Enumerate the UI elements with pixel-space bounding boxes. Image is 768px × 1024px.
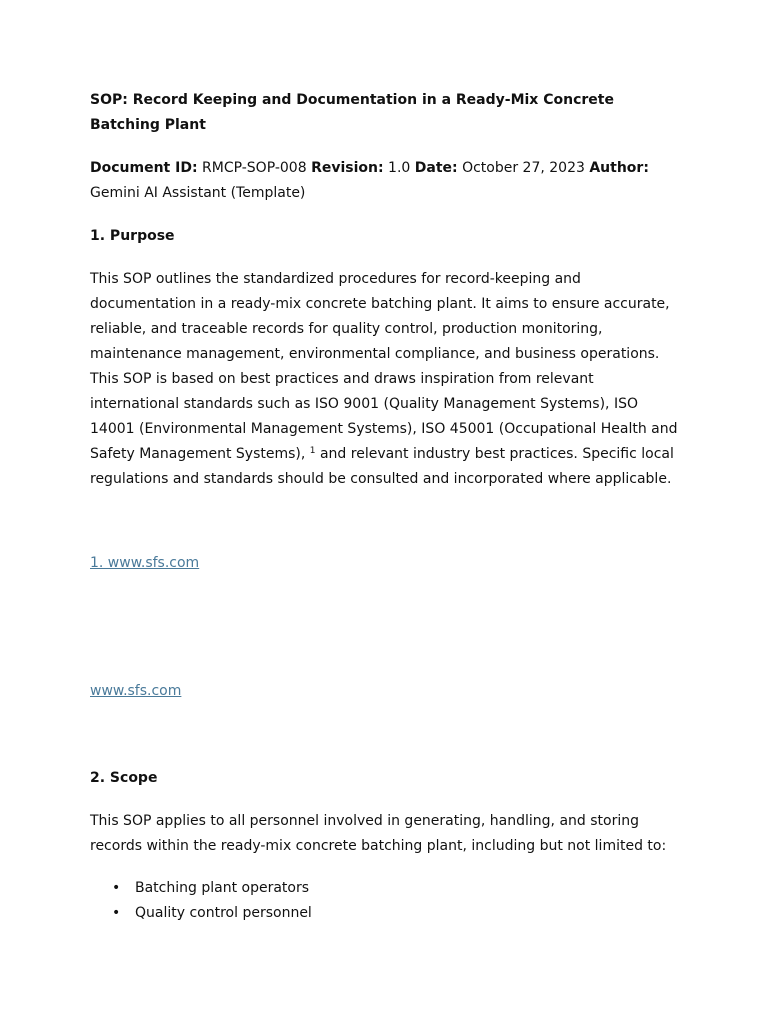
purpose-paragraph <box>90 267 680 492</box>
footnote-2-link[interactable]: www.sfs.com <box>90 683 182 699</box>
scope-paragraph: This SOP applies to all personnel involved in generating, handling, and storing records within the ready-mix concrete batching plant, including but not limited to: <box>90 813 667 854</box>
footnote-ref[interactable]: 1 <box>309 446 316 456</box>
date-value: October 27, 2023 <box>462 160 585 176</box>
doc-id-value: RMCP-SOP-008 <box>202 160 307 176</box>
bullet-icon: • <box>112 880 121 896</box>
footnote-2 <box>90 679 680 704</box>
purpose-text-after: and relevant industry best practices. Specific local regulations and standards should be consulted and incorporated where applicable. <box>90 446 674 487</box>
list-item-label: Batching plant operators <box>135 880 310 896</box>
purpose-heading: 1. Purpose <box>90 228 175 244</box>
date-label: Date: <box>414 160 458 176</box>
author-label: Author: <box>589 160 649 176</box>
bullet-icon: • <box>112 905 121 921</box>
author-value: Gemini AI Assistant (Template) <box>90 185 306 201</box>
revision-label: Revision: <box>311 160 384 176</box>
revision-value: 1.0 <box>388 160 411 176</box>
scope-list <box>90 876 680 926</box>
list-item-label: Quality control personnel <box>135 905 312 921</box>
list-item <box>90 876 680 901</box>
purpose-text-before: This SOP outlines the standardized procedures for record-keeping and documentation in a ready-mix concrete batching plant. It aims to ensure accurate, reliable, and traceable records for quality control, production monitoring, maintenance management, environmental compliance, and business operations. This SOP is based on best practices and draws inspiration from relevant international standards such as ISO 9001 (Quality Management Systems), ISO 14001 (Environmental Management Systems), ISO 45001 (Occupational Health and Safety Management Systems), <box>90 271 678 462</box>
document-title: SOP: Record Keeping and Documentation in a Ready-Mix Concrete Batching Plant <box>90 92 614 133</box>
doc-id-label: Document ID: <box>90 160 198 176</box>
list-item <box>90 901 680 926</box>
document-meta <box>90 156 680 206</box>
footnote-1 <box>90 551 680 576</box>
footnote-1-link[interactable]: 1. www.sfs.com <box>90 555 200 571</box>
scope-heading: 2. Scope <box>90 770 158 786</box>
